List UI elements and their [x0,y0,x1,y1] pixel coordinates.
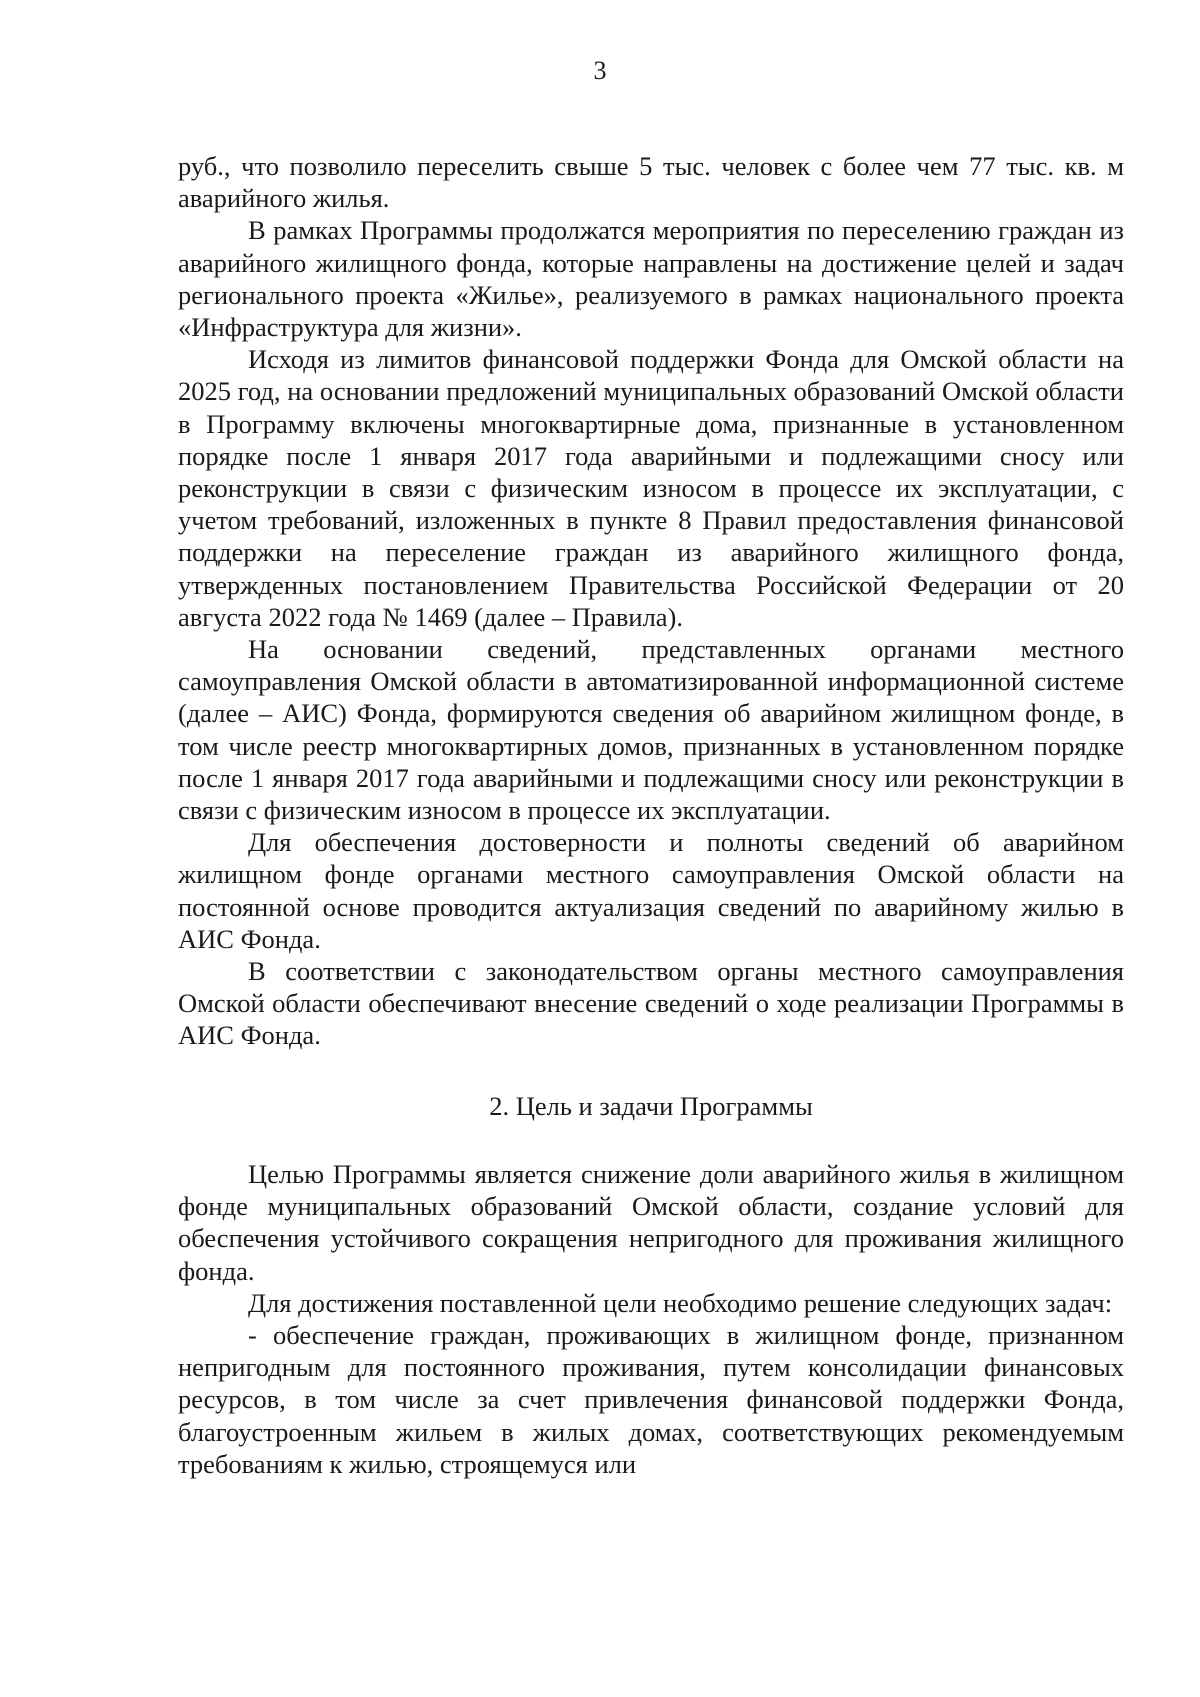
paragraph-task-item: - обеспечение граждан, проживающих в жилищном фонде, признанном непригодным для постоянного проживания, путем консолидации финансовых ресурсов, в том числе за счет привлечения финансовой поддержки Фонда, благоустроенным жильем в жилых домах, соответствующих рекомендуемым требованиям к жилью, строящемуся или [178,1319,1124,1479]
document-body [178,150,1124,1480]
section-heading: 2. Цель и задачи Программы [489,1090,813,1121]
paragraph-continuation: руб., что позволило переселить свыше 5 тыс. человек с более чем 77 тыс. кв. м аварийного жилья. [178,151,1124,214]
paragraph-tasks-intro: Для достижения поставленной цели необходимо решение следующих задач: [248,1287,1113,1318]
page-number: 3 [593,56,607,85]
paragraph-program-goal: Целью Программы является снижение доли аварийного жилья в жилищном фонде муниципальных образований Омской области, создание условий для обеспечения устойчивого сокращения непригодного для проживания жилищного фонда. [178,1158,1124,1286]
paragraph-financing-limits: Исходя из лимитов финансовой поддержки Фонда для Омской области на 2025 год, на основании предложений муниципальных образований Омской области в Программу включены многоквартирные дома, признанные в установленном порядке после 1 января 2017 года аварийными и подлежащими сносу или реконструкции в связи с физическим износом в процессе их эксплуатации, с учетом требований, изложенных в пункте 8 Правил предоставления финансовой поддержки на переселение граждан из аварийного жилищного фонда, утвержденных постановлением Правительства Российской Федерации от 20 августа 2022 года № 1469 (далее – Правила). [178,344,1124,632]
paragraph-legislation: В соответствии с законодательством органы местного самоуправления Омской области обеспечивают внесение сведений о ходе реализации Программы в АИС Фонда. [178,956,1124,1051]
paragraph-program-measures: В рамках Программы продолжатся мероприятия по переселению граждан из аварийного жилищного фонда, которые направлены на достижение целей и задач регионального проекта «Жилье», реализуемого в рамках национального проекта «Инфраструктура для жизни». [178,215,1124,343]
paragraph-data-accuracy: Для обеспечения достоверности и полноты сведений об аварийном жилищном фонде органами местного самоуправления Омской области на постоянной основе проводится актуализация сведений по аварийному жилью в АИС Фонда. [178,827,1124,954]
paragraph-ais-information: На основании сведений, представленных органами местного самоуправления Омской области в автоматизированной информационной системе (далее – АИС) Фонда, формируются сведения об аварийном жилищном фонде, в том числе реестр многоквартирных домов, признанных в установленном порядке после 1 января 2017 года аварийными и подлежащими сносу или реконструкции в связи с физическим износом в процессе их эксплуатации. [178,634,1124,826]
